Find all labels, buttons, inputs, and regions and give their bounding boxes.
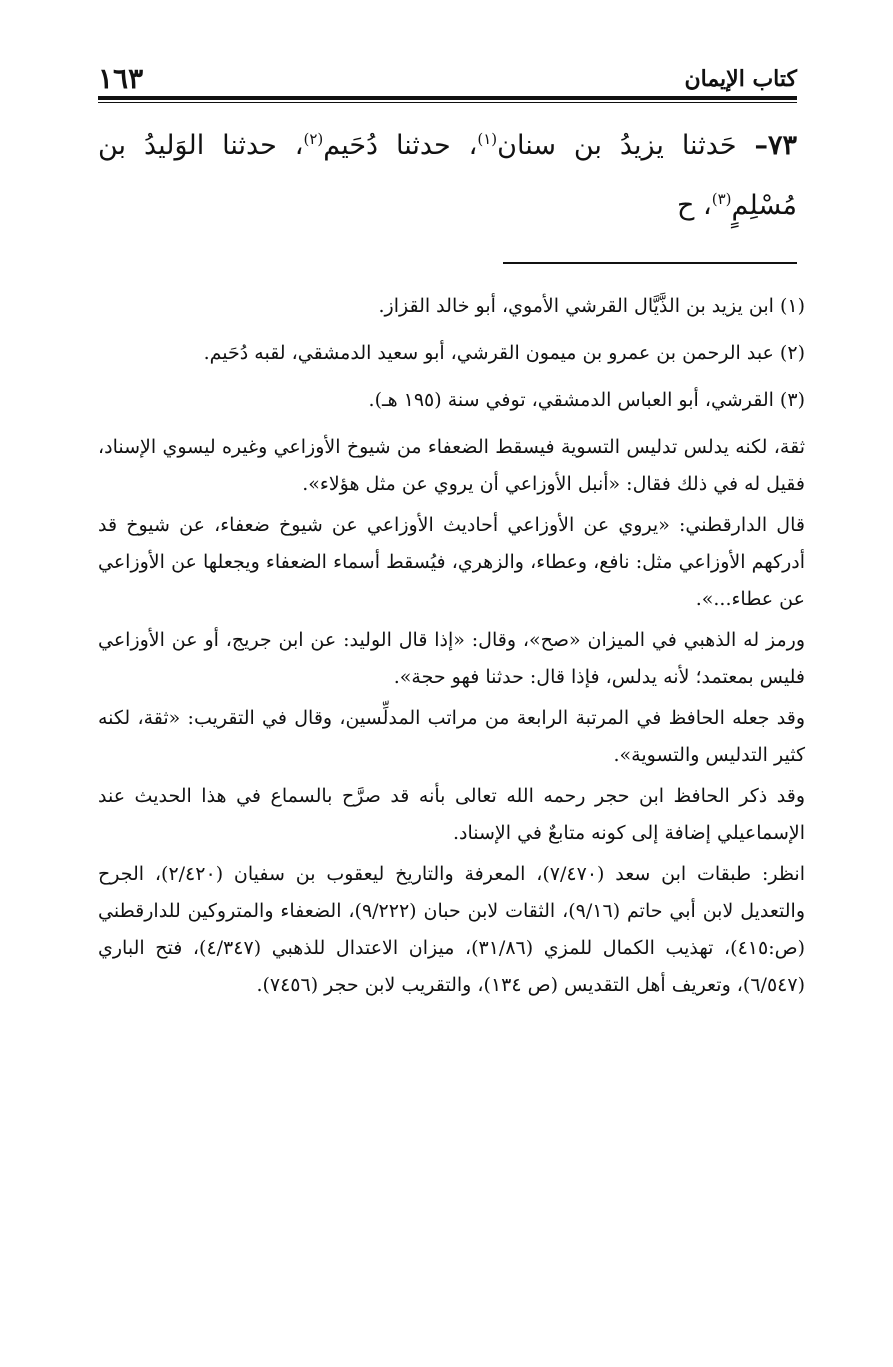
- footnote-ref: (٣): [711, 190, 732, 208]
- hadith-segment: ، حدثنا الوَليدُ بن مُسْلِمٍ: [98, 130, 797, 221]
- running-title: كتاب الإيمان: [684, 66, 797, 92]
- note-paragraph: وقد جعله الحافظ في المرتبة الرابعة من مراتب المدلِّسين، وقال في التقريب: «ثقة، لكنه كثير التدليس والتسوية».: [98, 707, 805, 766]
- header-rule-thin: [98, 102, 797, 103]
- hadith-segment: ، ح: [677, 190, 712, 221]
- page-number: ١٦٣: [98, 62, 144, 95]
- footnote-ref: (٢): [303, 130, 324, 148]
- hadith-segment: حَدثنا يزيدُ بن سنان: [497, 130, 755, 161]
- hadith-number: ٧٣–: [754, 130, 798, 161]
- references-paragraph: انظر: طبقات ابن سعد (٧/٤٧٠)، المعرفة والتاريخ ليعقوب بن سفيان (٢/٤٢٠)، الجرح والتعديل لابن أبي حاتم (٩/١٦)، الثقات لابن حبان (٩/٢٢٢)، الضعفاء والمتروكين للدارقطني (ص:٤١٥)، تهذيب الكمال للمزي (٣١/٨٦)، ميزان الاعتدال للذهبي (٤/٣٤٧)، فتح الباري (٦/٥٤٧)، وتعريف أهل التقديس (ص ١٣٤)، والتقريب لابن حجر (٧٤٥٦).: [98, 863, 806, 996]
- footnote: (٢) عبد الرحمن بن عمرو بن ميمون القرشي، أبو سعيد الدمشقي، لقبه دُحَيم.: [203, 342, 805, 364]
- header-rule: [98, 96, 797, 100]
- footnote-ref: (١): [477, 130, 498, 148]
- footnote-separator: [503, 262, 797, 264]
- note-paragraph: قال الدارقطني: «يروي عن الأوزاعي أحاديث الأوزاعي عن شيوخ ضعفاء، عن شيوخ قد أدركهم الأوزاعي مثل: نافع، وعطاء، والزهري، فيُسقط أسماء الضعفاء ويجعلها عن الأوزاعي عن عطاء...».: [98, 514, 805, 610]
- hadith-text: [98, 116, 797, 236]
- note-paragraph: ثقة، لكنه يدلس تدليس التسوية فيسقط الضعفاء من شيوخ الأوزاعي وغيره ليسوي الإسناد، فقيل له في ذلك فقال: «أنبل الأوزاعي أن يروي عن مثل هؤلاء».: [98, 436, 805, 495]
- footnote: (١) ابن يزيد بن الذَّيَّال القرشي الأموي، أبو خالد القزاز.: [378, 295, 805, 317]
- note-paragraph: ورمز له الذهبي في الميزان «صح»، وقال: «إذا قال الوليد: عن ابن جريج، أو عن الأوزاعي فليس بمعتمد؛ لأنه يدلس، فإذا قال: حدثنا فهو حجة».: [98, 629, 805, 688]
- footnote: (٣) القرشي، أبو العباس الدمشقي، توفي سنة (١٩٥ هـ).: [368, 389, 805, 411]
- note-paragraph: وقد ذكر الحافظ ابن حجر رحمه الله تعالى بأنه قد صرَّح بالسماع في هذا الحديث عند الإسماعيلي إضافة إلى كونه متابعٌ في الإسناد.: [98, 785, 805, 844]
- footnotes-section: [98, 288, 805, 1008]
- hadith-segment: ، حدثنا دُحَيم: [323, 130, 478, 161]
- page-header: [98, 58, 797, 96]
